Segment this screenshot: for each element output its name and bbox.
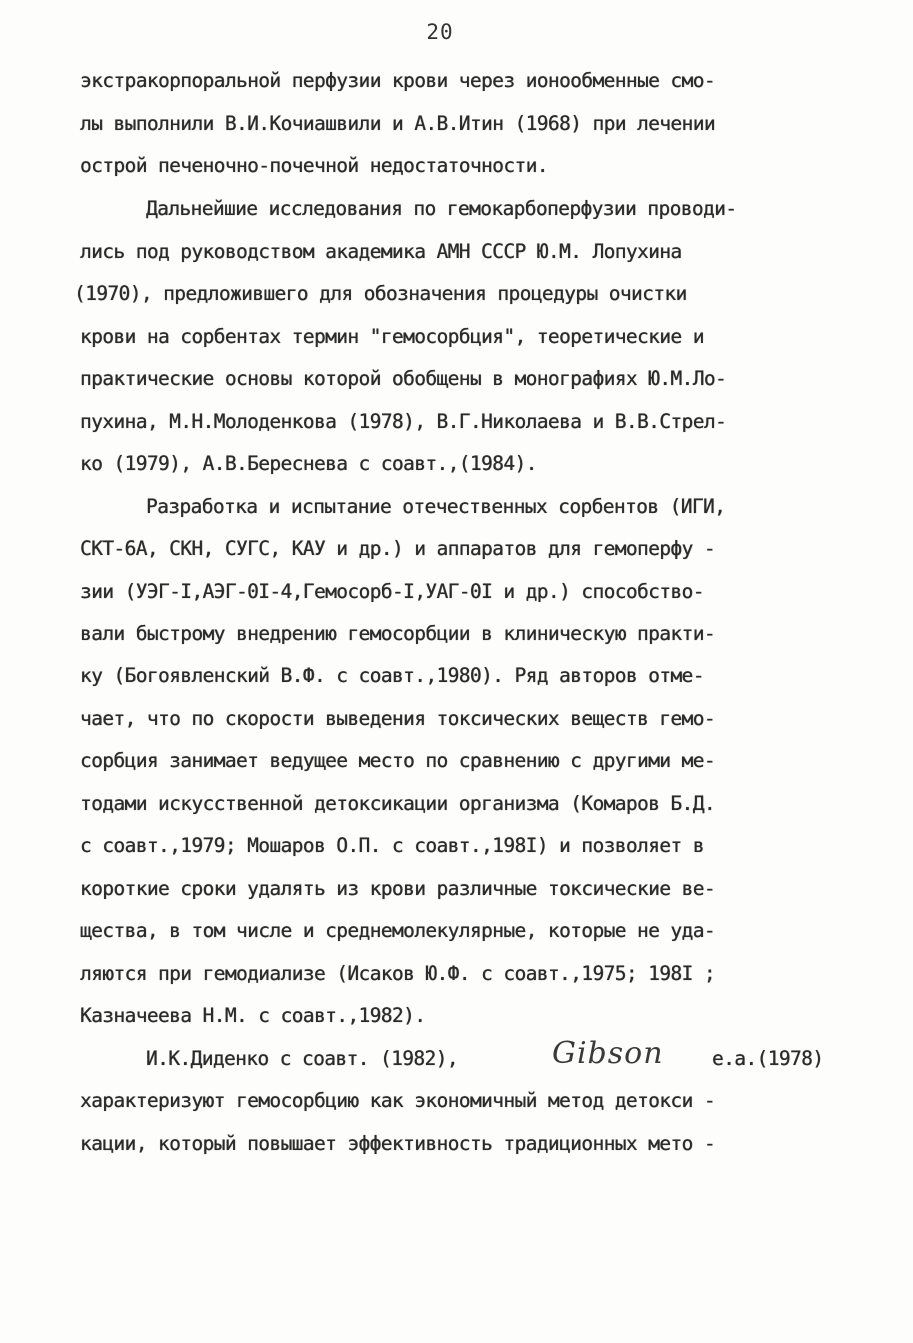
text-line: Разработка и испытание отечественных сорбентов (ИГИ, bbox=[146, 495, 726, 518]
text-line: ку (Богоявленский В.Ф. с соавт.,1980). Ряд авторов отме- bbox=[80, 664, 704, 687]
text-line: щества, в том числе и среднемолекулярные, которые не уда- bbox=[80, 919, 715, 942]
text-line: лись под руководством академика АМН СССР Ю.М. Лопухина bbox=[80, 240, 682, 263]
text-line: е.а.(1978) bbox=[712, 1047, 824, 1070]
text-line: ко (1979), А.В.Береснева с соавт.,(1984). bbox=[80, 452, 537, 475]
text-line: лы выполнили В.И.Кочиашвили и А.В.Итин (1968) при лечении bbox=[80, 112, 715, 135]
text-line: экстракорпоральной перфузии крови через ионообменные смо- bbox=[80, 69, 715, 92]
text-line: практические основы которой обобщены в монографиях Ю.М.Ло- bbox=[80, 367, 727, 390]
text-line: вали быстрому внедрению гемосорбции в клиническую практи- bbox=[80, 622, 715, 645]
text-line: короткие сроки удалять из крови различные токсические ве- bbox=[80, 877, 715, 900]
text-line: острой печеночно-почечной недостаточности. bbox=[80, 154, 548, 177]
text-line: характеризуют гемосорбцию как экономичный метод детокси - bbox=[80, 1089, 715, 1112]
handwritten-insert: Gibson bbox=[552, 1036, 664, 1071]
text-line: чает, что по скорости выведения токсических веществ гемо- bbox=[80, 707, 715, 730]
text-line: сорбция занимает ведущее место по сравнению с другими ме- bbox=[80, 749, 715, 772]
text-line: Казначеева Н.М. с соавт.,1982). bbox=[80, 1004, 426, 1027]
text-line: пухина, М.Н.Молоденкова (1978), В.Г.Николаева и В.В.Стрел- bbox=[80, 410, 727, 433]
text-line: крови на сорбентах термин "гемосорбция", теоретические и bbox=[80, 325, 704, 348]
text-line: тодами искусственной детоксикации организма (Комаров Б.Д. bbox=[80, 792, 715, 815]
text-line: кации, который повышает эффективность традиционных мето - bbox=[80, 1132, 715, 1155]
text-line: ляются при гемодиализе (Исаков Ю.Ф. с соавт.,1975; 198I ; bbox=[80, 962, 715, 985]
page-number: 20 bbox=[426, 20, 454, 44]
text-line: с соавт.,1979; Мошаров О.П. с соавт.,198I) и позволяет в bbox=[80, 834, 704, 857]
text-line: И.К.Диденко с соавт. (1982), bbox=[146, 1047, 458, 1070]
text-line: зии (УЭГ-I,АЭГ-0I-4,Гемосорб-I,УАГ-0I и др.) способство- bbox=[80, 580, 704, 603]
text-line: СКТ-6А, СКН, СУГС, КАУ и др.) и аппаратов для гемоперфу - bbox=[80, 537, 715, 560]
text-line: Дальнейшие исследования по гемокарбоперфузии проводи- bbox=[146, 197, 737, 220]
text-line: (1970), предложившего для обозначения процедуры очистки bbox=[74, 282, 687, 305]
